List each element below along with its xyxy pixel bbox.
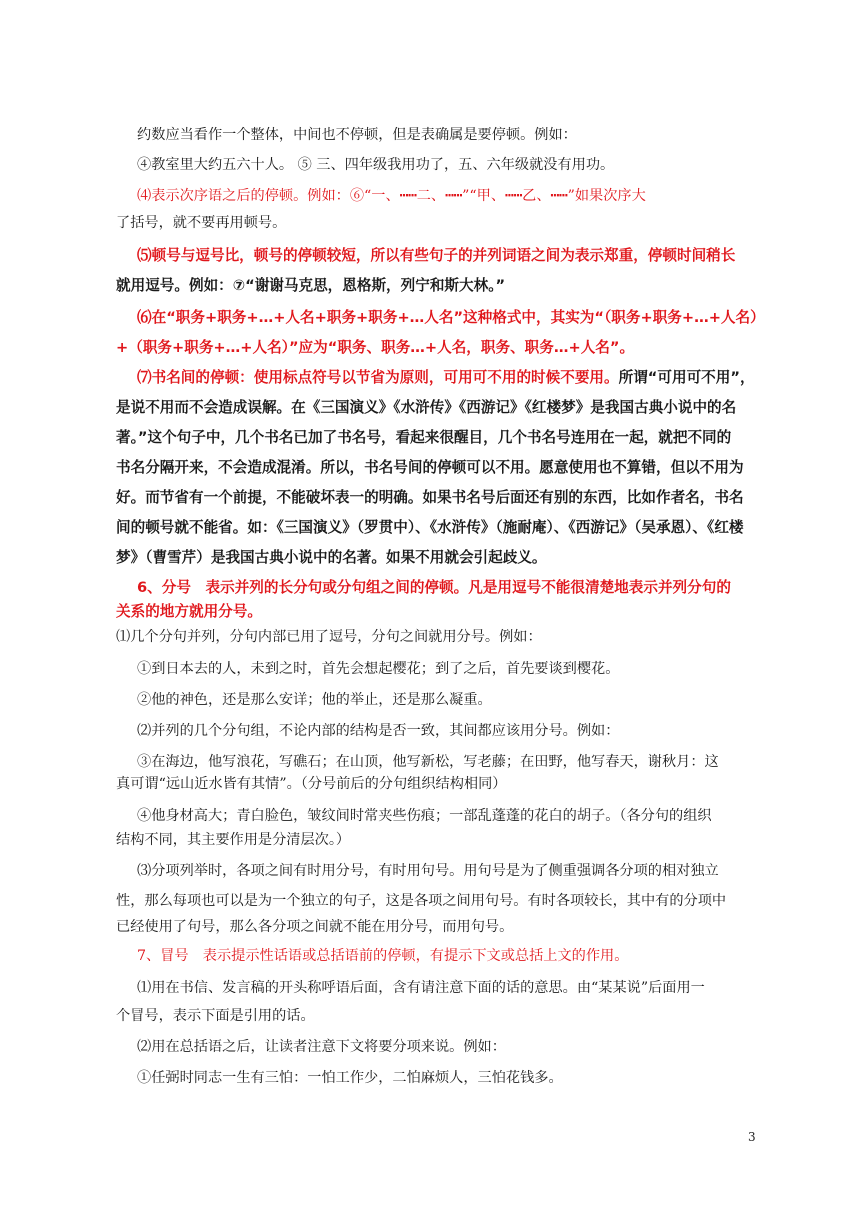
text-line: ④他身材高大；青白脸色，皱纹间时常夹些伤痕；一部乱蓬蓬的花白的胡子。（各分句的组织 [137, 808, 712, 824]
text-line-red-bold: ⑹在“职务+职务+…+人名+职务+职务+…人名”这种格式中，其实为“（职务+职务+…+人名） [137, 309, 765, 326]
text-line: ⑵用在总括语之后，让读者注意下文将要分项来说。例如： [137, 1039, 506, 1055]
text-line: ⑴几个分句并列，分句内部已用了逗号，分句之间就用分号。例如： [116, 629, 542, 645]
text-line-red-bold: 关系的地方就用分号。 [116, 603, 262, 620]
text-line: ①到日本去的人，未到之时，首先会想起樱花；到了之后，首先要谈到樱花。 [137, 661, 620, 677]
text-line-bold: 书名分隔开来，不会造成混淆。所以，书名号间的停顿可以不用。愿意使用也不算错，但以不用为 [116, 459, 744, 476]
text-line-red: 7、冒号 表示提示性话语或总括语前的停顿，有提示下文或总括上文的作用。 [137, 948, 629, 964]
text-line: 了括号，就不要再用顿号。 [116, 215, 287, 231]
text-span-red: ⑺书名间的停顿：使用标点符号以节省为原则，可用可不用的时候不要用。 [137, 369, 619, 386]
text-line-red-bold: 6、分号 表示并列的长分句或分句组之间的停顿。凡是用逗号不能很清楚地表示并列分句的 [137, 579, 731, 596]
text-line-mixed [137, 368, 755, 388]
text-line: ⑴用在书信、发言稿的开头称呼语后面，含有请注意下面的话的意思。由“某某说”后面用一 [137, 980, 705, 996]
text-line-bold: 著。”这个句子中，几个书名已加了书名号，看起来很醒目，几个书名号连用在一起，就把不同的 [116, 429, 732, 446]
text-line: 约数应当看作一个整体，中间也不停顿，但是表确属是要停顿。例如： [137, 127, 577, 143]
text-line: 真可谓“远山近水皆有其情”。（分号前后的分句组织结构相同） [116, 776, 507, 792]
text-line-red-bold: ⑸顿号与逗号比，顿号的停顿较短，所以有些句子的并列词语之间为表示郑重，停顿时间稍长 [137, 247, 736, 264]
text-span: 所谓“可用可不用”， [618, 369, 755, 386]
text-line: ④教室里大约五六十人。 ⑤ 三、四年级我用功了，五、六年级就没有用功。 [137, 157, 615, 173]
text-line: ③在海边，他写浪花，写礁石；在山顶，他写新松，写老藤；在田野，他写春天，谢秋月：这 [137, 754, 719, 770]
text-line-red-bold: +（职务+职务+…+人名）”应为“职务、职务…+人名，职务、职务…+人名”。 [116, 339, 635, 356]
text-line: ⑶分项列举时，各项之间有时用分号，有时用句号。用句号是为了侧重强调各分项的相对独立 [137, 863, 719, 879]
text-line: ①任弼时同志一生有三怕：一怕工作少，二怕麻烦人，三怕花钱多。 [137, 1070, 563, 1086]
text-line-bold: 就用逗号。例如：⑦“谢谢马克思，恩格斯，列宁和斯大林。” [116, 277, 506, 294]
text-line: ②他的神色，还是那么安详；他的举止，还是那么凝重。 [137, 692, 492, 708]
page-number: 3 [748, 1130, 756, 1144]
text-line-red: ⑷表示次序语之后的停顿。例如：⑥“一、┅┅二、┅┅”“甲、┅┅乙、┅┅”如果次序大 [137, 188, 646, 204]
text-line: 结构不同，其主要作用是分清层次。） [116, 832, 351, 848]
text-line-bold: 是说不用而不会造成误解。在《三国演义》《水浒传》《西游记》《红楼梦》是我国古典小说中的名 [116, 399, 737, 416]
text-line: ⑵并列的几个分句组，不论内部的结构是否一致，其间都应该用分号。例如： [137, 723, 620, 739]
text-line-bold: 好。而节省有一个前提，不能破坏表一的明确。如果书名号后面还有别的东西，比如作者名，书名 [116, 489, 744, 506]
text-line: 已经使用了句号，那么各分项之间就不能在用分号，而用句号。 [116, 919, 514, 935]
text-line: 个冒号，表示下面是引用的话。 [116, 1008, 315, 1024]
text-line-bold: 梦》（曹雪芹）是我国古典小说中的名著。如果不用就会引起歧义。 [116, 549, 547, 566]
text-line-bold: 间的顿号就不能省。如：《三国演义》（罗贯中）、《水浒传》（施耐庵）、《西游记》（吴承恩）、《红楼 [116, 519, 744, 536]
text-line: 性，那么每项也可以是为一个独立的句子，这是各项之间用句号。有时各项较长，其中有的分项中 [116, 893, 727, 909]
